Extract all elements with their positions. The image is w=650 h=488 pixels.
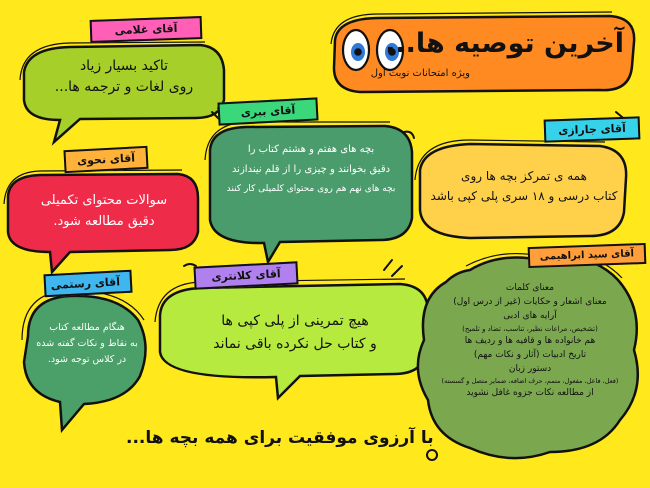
ebrahimi-line-6: تاریخ ادبیات (آثار و نکات مهم) bbox=[473, 349, 587, 360]
rostami-line-3: در کلاس توجه شود. bbox=[47, 354, 127, 366]
kalantari-text bbox=[166, 310, 424, 356]
kalantari-line-2: و کتاب حل نکرده باقی نماند bbox=[213, 336, 377, 353]
jarazi-line-1: همه ی تمرکز بچه ها روی bbox=[461, 169, 587, 183]
nahvi-line-2: دقیق مطالعه شود. bbox=[53, 214, 155, 230]
page-title: آخرین توصیه ها... bbox=[385, 28, 624, 59]
babri-tag: آقای ببری bbox=[217, 97, 318, 125]
nahvi-line-1: سوالات محتوای تکمیلی bbox=[40, 193, 168, 208]
gholami-line-2: روی لغات و ترجمه ها... bbox=[54, 79, 194, 95]
ebrahimi-line-8: (فعل، فاعل، مفعول، متمم، حرف اضافه، ضمایر متصل و گسسته) bbox=[441, 377, 619, 386]
rostami-line-1: هنگام مطالعه کتاب bbox=[49, 322, 125, 333]
jarazi-line-2: کتاب درسی و ۱۸ سری پلی کپی باشد bbox=[430, 189, 618, 204]
rostami-line-2: به نقاط و نکات گفته شده bbox=[36, 338, 138, 350]
jarazi-tag: آقای جارازی bbox=[544, 116, 641, 142]
ebrahimi-line-4: (تشخیص، مراعات نظیر، تناسب، تضاد و تلمیح) bbox=[462, 324, 598, 333]
babri-text bbox=[214, 140, 408, 198]
kalantari-line-1: هیچ تمرینی از پلی کپی ها bbox=[221, 313, 369, 329]
page-subtitle: ویژه امتحانات نوبت اول bbox=[370, 68, 470, 79]
gholami-tag: آقای غلامی bbox=[90, 16, 203, 43]
gholami-text bbox=[30, 56, 218, 98]
ebrahimi-tag: آقای سید ابراهیمی bbox=[528, 243, 647, 268]
ebrahimi-text bbox=[430, 282, 630, 400]
babri-line-2: دقیق بخوانند و چیزی را از قلم نیندازند bbox=[231, 164, 391, 175]
babri-line-3: بچه های نهم هم روی محتوای کلمیلی کار کنند bbox=[226, 184, 396, 194]
jarazi-text bbox=[426, 166, 622, 207]
ebrahimi-line-2: معنای اشعار و حکایات (غیر از درس اول) bbox=[453, 296, 607, 307]
rostami-tag: آقای رستمی bbox=[43, 270, 132, 298]
footer-text: با آرزوی موفقیت برای همه بچه ها... bbox=[126, 428, 434, 448]
ebrahimi-line-9: از مطالعه نکات جزوه غافل نشوید bbox=[466, 387, 594, 398]
gholami-line-1: تاکید بسیار زیاد bbox=[79, 58, 169, 74]
nahvi-tag: آقای نحوی bbox=[63, 146, 148, 173]
ebrahimi-line-3: آرایه های ادبی bbox=[503, 310, 557, 321]
babri-line-1: بچه های هفتم و هشتم کتاب را bbox=[247, 144, 375, 155]
ebrahimi-line-5: هم خانواده ها و قافیه ها و ردیف ها bbox=[464, 335, 596, 346]
rostami-text bbox=[32, 320, 142, 368]
ebrahimi-line-7: دستور زبان bbox=[508, 363, 552, 374]
ebrahimi-line-1: معنای کلمات bbox=[505, 283, 555, 293]
kalantari-tag: آقای کلانتری bbox=[193, 261, 298, 289]
nahvi-text bbox=[14, 190, 194, 233]
